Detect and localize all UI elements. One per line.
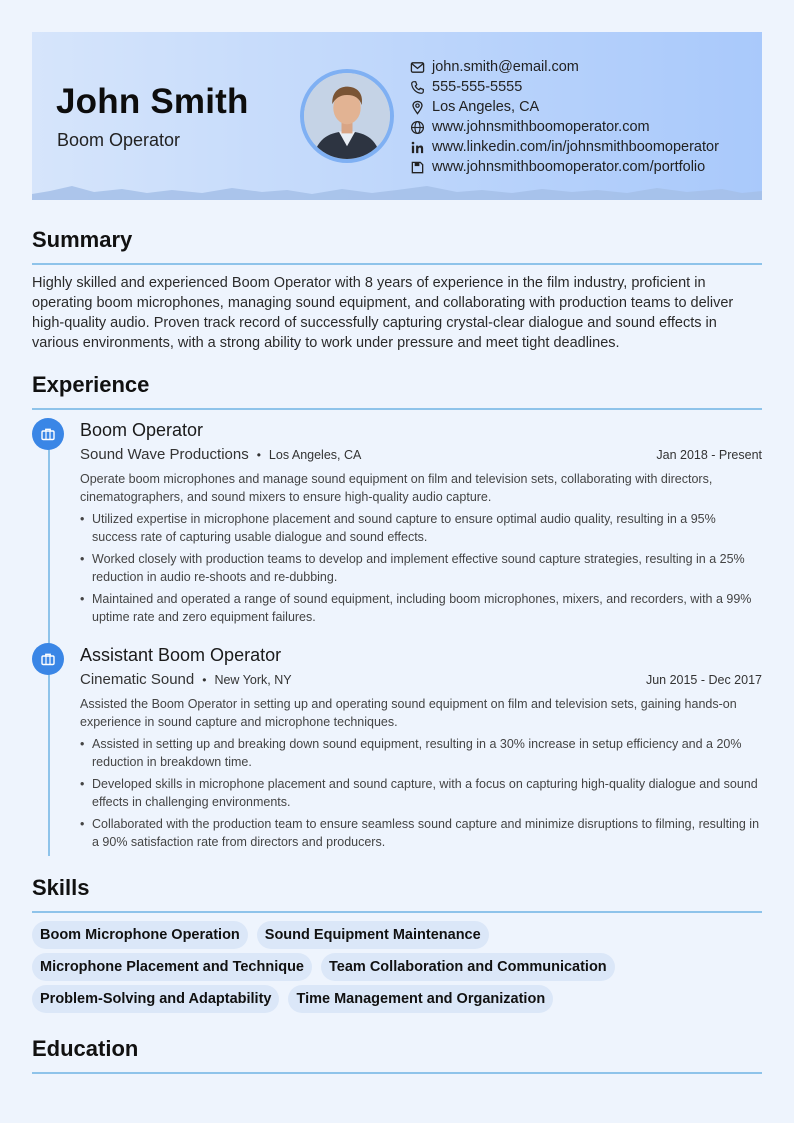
header-wave-decoration — [32, 184, 762, 200]
briefcase-icon — [40, 651, 56, 667]
contact-website[interactable] — [410, 117, 719, 137]
globe-icon — [410, 120, 425, 135]
job-bullet: • Developed skills in microphone placement and sound capture, with a focus on capturing high-quality dialogue and sound effects in challenging environments. — [80, 775, 762, 811]
contact-email-text: john.smith@email.com — [432, 59, 579, 75]
job-description: Operate boom microphones and manage sound equipment on film and television sets, collaborating with directors, cinematographers, and sound mixers to ensure high-quality audio capture. — [80, 472, 713, 504]
contact-website-text: www.johnsmithboomoperator.com — [432, 119, 650, 135]
linkedin-icon — [410, 140, 425, 155]
candidate-name: John Smith — [56, 82, 249, 121]
contact-location-text: Los Angeles, CA — [432, 99, 540, 115]
skill-chip: Time Management and Organization — [288, 985, 553, 1013]
contact-phone-text: 555-555-5555 — [432, 79, 523, 95]
job-bullet: • Assisted in setting up and breaking down sound equipment, resulting in a 30% increase in setup efficiency and a 20% reduction in breakdown time. — [80, 735, 762, 771]
experience-timeline — [48, 424, 50, 856]
contact-list — [410, 57, 719, 177]
job-dates: Jun 2015 - Dec 2017 — [645, 673, 762, 687]
meta-separator: • — [256, 448, 261, 462]
job-title: Boom Operator — [80, 420, 204, 440]
summary-text: Highly skilled and experienced Boom Operator with 8 years of experience in the film industry, proficient in operating boom microphones, managing sound equipment, and collaborating with production teams to deliver high-quality audio. Proven track record of successfully capturing crystal-clear dialogue and sound effects in various environments, with a strong ability to work under pressure and meet tight deadlines. — [32, 275, 734, 351]
phone-icon — [410, 80, 425, 95]
summary-heading: Summary — [32, 227, 133, 252]
education-heading: Education — [32, 1036, 139, 1061]
contact-email[interactable] — [410, 57, 719, 77]
avatar-portrait-icon — [304, 73, 390, 159]
avatar — [300, 69, 394, 163]
location-icon — [410, 100, 425, 115]
skill-chip: Microphone Placement and Technique — [32, 953, 312, 981]
portfolio-icon — [410, 160, 425, 175]
contact-phone[interactable] — [410, 77, 719, 97]
skill-chip: Team Collaboration and Communication — [321, 953, 615, 981]
job-bullet: • Utilized expertise in microphone placement and sound capture to ensure optimal audio quality, resulting in a 95% success rate of capturing usable dialogue and sound effects. — [80, 510, 762, 546]
job-bullets — [80, 735, 762, 851]
contact-portfolio[interactable] — [410, 157, 719, 177]
job-bullets — [80, 510, 762, 626]
experience-divider — [32, 408, 762, 410]
experience-entry — [80, 645, 762, 855]
job-company: Sound Wave Productions — [80, 446, 249, 463]
job-bullet: • Worked closely with production teams to develop and implement effective sound capture strategies, resulting in a 25% reduction in audio re-shoots and re-dubbing. — [80, 550, 762, 586]
job-company: Cinematic Sound — [80, 671, 195, 688]
contact-linkedin[interactable] — [410, 137, 719, 157]
job-bullet: • Collaborated with the production team to ensure seamless sound capture and minimize disruptions to filming, resulting in a 90% satisfaction rate from directors and producers. — [80, 815, 762, 851]
skills-list — [32, 921, 767, 1017]
contact-location — [410, 97, 719, 117]
email-icon — [410, 60, 425, 75]
contact-portfolio-text: www.johnsmithboomoperator.com/portfolio — [432, 159, 706, 175]
experience-entry — [80, 420, 762, 630]
job-bullet: • Maintained and operated a range of sound equipment, including boom microphones, mixers, and recorders, with a 99% uptime rate and zero equipment failures. — [80, 590, 762, 626]
resume-header — [32, 32, 762, 200]
job-description: Assisted the Boom Operator in setting up and operating sound equipment on film and television sets, gaining hands-on experience in sound capture and microphone techniques. — [80, 697, 737, 729]
candidate-role: Boom Operator — [57, 130, 181, 150]
job-location: New York, NY — [214, 673, 292, 687]
timeline-marker — [32, 643, 64, 675]
education-divider — [32, 1072, 762, 1074]
job-title: Assistant Boom Operator — [80, 645, 282, 665]
skill-chip: Sound Equipment Maintenance — [257, 921, 489, 949]
skill-chip: Problem-Solving and Adaptability — [32, 985, 279, 1013]
contact-linkedin-text: www.linkedin.com/in/johnsmithboomoperator — [432, 139, 719, 155]
timeline-marker — [32, 418, 64, 450]
summary-divider — [32, 263, 762, 265]
briefcase-icon — [40, 426, 56, 442]
job-dates: Jan 2018 - Present — [656, 448, 762, 462]
skills-heading: Skills — [32, 875, 90, 900]
skills-divider — [32, 911, 762, 913]
job-location: Los Angeles, CA — [268, 448, 362, 462]
experience-heading: Experience — [32, 372, 150, 397]
skill-chip: Boom Microphone Operation — [32, 921, 248, 949]
meta-separator: • — [202, 673, 207, 687]
